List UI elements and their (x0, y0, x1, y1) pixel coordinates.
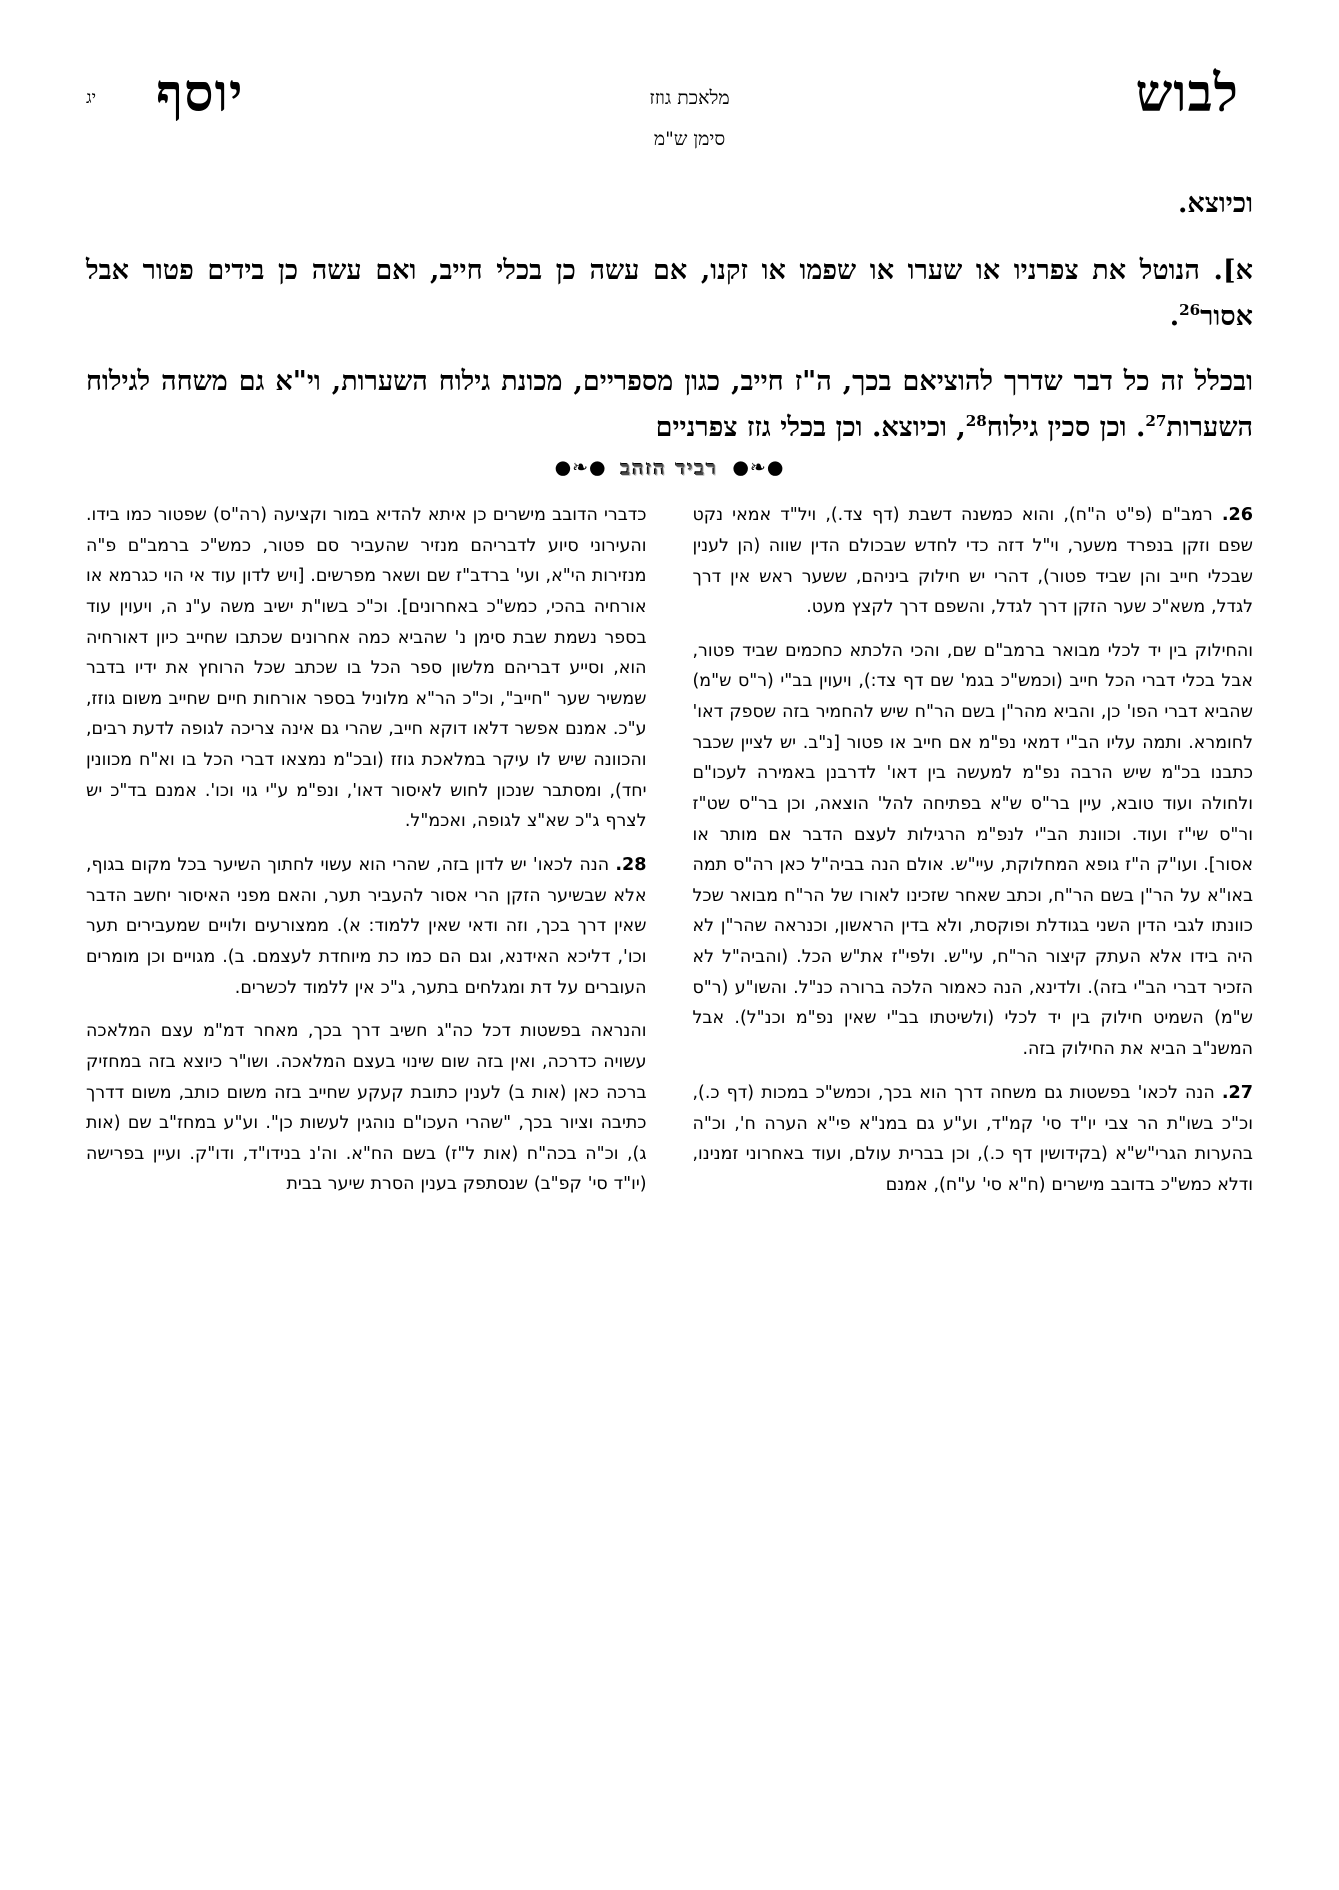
main-paragraph-alef: א]. הנוטל את צפרניו או שערו או שפמו או זקנו, אם עשה כן בכלי חייב, ואם עשה כן בידים פטור אבל אסור$^{26}$. (86, 254, 1253, 333)
ornament-left-icon: ●❧● (554, 456, 607, 479)
footnote-apparatus (86, 500, 1253, 1890)
main-lead-line: וכיוצא. (1178, 188, 1253, 219)
ornament-right-icon: ●❧● (732, 456, 785, 479)
footnote-column-right (693, 500, 1254, 1890)
footnote-27-continuation (86, 500, 647, 837)
main-paragraph-bet-part2: . וכן סכין גילוח (986, 412, 1146, 444)
footnote-27-text: הנה לכאו' בפשטות גם משחה דרך הוא בכך, וכמש"כ במכות (דף כ.), וכ"כ בשו"ת הר צבי יו"ד סי' קמ"ד, וע"ע גם במנ"א פי"א הערה ח', וכ"ה בהערות הגרי"ש"א (בקידושין דף כ.), וכן בברית עולם, ועוד באחרוני זמנינו, ודלא כמש"כ בדובב מישרים (ח"א סי' ע"ח), אמנם (692, 1082, 1253, 1195)
footnote-number-28: 28. (615, 854, 647, 875)
footnote-27-continuation-text: כדברי הדובב מישרים כן איתא להדיא במור וקציעה (רה"ס) שפטור כמו בידו. והעירוני סיוע לדבריהם מנזיר שהעביר סם פטור, כמש"כ ברמב"ם פ"ה מנזירות הי"א, ועי' ברדב"ז שם ושאר מפרשים. [ויש לדון עוד אי הוי כגרמא או אורחיה בהכי, כמש"כ באחרונים]. וכ"כ בשו"ת ישיב משה ע"נ ה, ויעוין עוד בספר נשמת שבת סימן נ' שהביא כמה אחרונים שכתבו שחייב כיון דאורחיה הוא, וסייע דבריהם מלשון ספר הכל בו שכתב שכל הרוחץ את ידיו בדבר שמשיר שער "חייב", וכ"כ הר"א מלוניל בספר אורחות חיים שחייב משום גוזז, ע"כ. אמנם אפשר דלאו דוקא חייב, שהרי גם אינה צריכה לגופה לדעת רבים, והכוונה שיש לו עיקר במלאכת גוזז (ובכ"מ נמצאו דברי הכל בו וא"ח מכוונין יחד), ומסתבר שנכון לחוש לאיסור דאו', ונפ"מ ע"י גוי וכו'. אמנם בד"כ יש לצרף ג"כ שא"צ לגופה, ואכמ"ל. (85, 505, 647, 832)
footnote-26-block-2 (693, 636, 1254, 1065)
page-folio-number: יג (86, 88, 97, 108)
footnote-26-text-1: רמב"ם (פ"ט ה"ח), והוא כמשנה דשבת (דף צד.), ויל"ד אמאי נקט שפם וזקן בנפרד משער, וי"ל דזה כדי לחדש שבכולם הדין שווה (הן לענין שבכלי חייב והן שביד פטור), דהרי יש חילוק ביניהם, ששער ראש אין דרך לגדל, משא"כ שער הזקן דרך לגדל, והשפם דרך לקצץ מעט. (692, 505, 1253, 618)
main-paragraph-bet-part3: , וכיוצא. וכן בכלי גזז צפרניים (655, 412, 966, 444)
footnote-28-text: הנה לכאו' יש לדון בזה, שהרי הוא עשוי לחתוך השיער בכל מקום בגוף, אלא שבשיער הזקן הרי אסור להעביר תער, והאם מפני האיסור יחשב הדבר שאין דרך בכך, וזה ודאי שאין ללמוד: א). ממצורעים ולויים שמעבירים תער וכו', דליכא האידנא, וגם הם כמו כת מיוחדת לעצמם. ב). מגויים וכן מומרים העוברים על דת ומגלחים בתער, ג"כ אין ללמוד לכשרים. (86, 854, 647, 998)
footnote-ref-26[interactable]: 26 (1179, 301, 1201, 320)
header-center-block (649, 58, 729, 153)
main-paragraph-bet-part1: ובכלל זה כל דבר שדרך להוציאם בכך, ה"ז חייב, כגון מספריים, מכונת גילוח השערות, וי"א גם משחה לגילוח השערות (86, 365, 1253, 444)
footnote-26-text-2: והחילוק בין יד לכלי מבואר ברמב"ם שם, והכי הלכתא כחכמים שביד פטור, אבל בכלי דברי הכל חייב (וכמש"כ בגמ' שם דף צד:), ויעוין בב"י (ר"ס ש"מ) שהביא דברי הפו' כן, והביא מהר"ן בשם הר"ח שיש להחמיר בזה שספק דאו' לחומרא. ותמה עליו הב"י דמאי נפ"מ אם חייב או פטור [נ"ב. יש לציין שכבר כתבנו בכ"מ שיש הרבה נפ"מ למעשה בין דאו' לדרבנן באמירה לעכו"ם ולחולה ועוד טובא, עיין בר"ס ש"א בפתיחה להל' הוצאה, וכן בר"ס שט"ז ור"ס שי"ז ועוד. וכוונת הב"י לנפ"מ הרגילות לעצם הדבר אם מותר או אסור]. ועו"ק ה"ז גופא המחלוקת, עיי"ש. אולם הנה בביה"ל כאן רה"ס תמה באו"א על הר"ן בשם הר"ח, וכתב שאחר שזכינו לאורו של הר"ח מבואר שכל כוונתו לגבי הדין השני בגודלת ופוקסת, ולא בדין הראשון, וכנראה שהר"ן לא היה בידו אלא העתק קיצור הר"ח, עי"ש. ולפי"ז את"ש הכל. (והביה"ל לא הזכיר דברי הב"י בזה). ולדינא, הנה כאמור הלכה ברורה כנ"ל. והשו"ע (ר"ס ש"מ) השמיט חילוק בין יד לכלי (ולשיטתו בב"י שאין נפ"מ וכנ"ל). אבל המשנ"ב הביא את החילוק בזה. (692, 640, 1253, 1059)
header-left-block (86, 58, 244, 124)
footnote-ref-27[interactable]: 27 (1145, 412, 1167, 431)
header-siman: סימן ש"מ (653, 127, 726, 150)
footnote-ref-28[interactable]: 28 (965, 412, 987, 431)
footnote-28-continuation-text: והנראה בפשטות דכל כה"ג חשיב דרך בכך, מאחר דמ"מ עצם המלאכה עשויה כדרכה, ואין בזה שום שינוי בעצם המלאכה. ושו"ר כיוצא בזה במחזיק ברכה כאן (אות ב) לענין כתובת קעקע שחייב בזה משום כותב, משום דדרך כתיבה וציור בכך, "שהרי העכו"ם נוהגין לעשות כן". וע"ע במחז"ב שם (אות ג), וכ"ה בכה"ח (אות ל"ז) בשם הח"א. וה'נ בנידו"ד, ודו"ק. ועיין בפרישה (יו"ד סי' קפ"ב) שנסתפק בענין הסרת שיער בבית (86, 1021, 647, 1195)
commentary-divider (86, 452, 1253, 482)
footnote-number-26: 26. (1221, 505, 1253, 525)
main-body-text (86, 182, 1253, 469)
footnote-26-block-1 (693, 500, 1254, 623)
header-right-title: לבוש (1135, 63, 1239, 124)
footnote-28-block (86, 850, 647, 1003)
header-left-title: יוסף (156, 63, 244, 124)
main-paragraph-alef-text: א]. הנוטל את צפרניו או שערו או שפמו או זקנו, אם עשה כן בכלי חייב, ואם עשה כן בידים פטור אבל אסור (86, 254, 1253, 333)
header-topic: מלאכת גוזז (649, 87, 730, 109)
footnote-28-continuation (86, 1016, 647, 1200)
running-head (86, 58, 1253, 168)
commentary-title: רביד הזהב (620, 455, 719, 480)
main-paragraph-bet (86, 359, 1253, 452)
footnote-number-27: 27. (1221, 1082, 1253, 1103)
footnote-27-block (693, 1078, 1254, 1201)
footnote-column-left (86, 500, 647, 1890)
